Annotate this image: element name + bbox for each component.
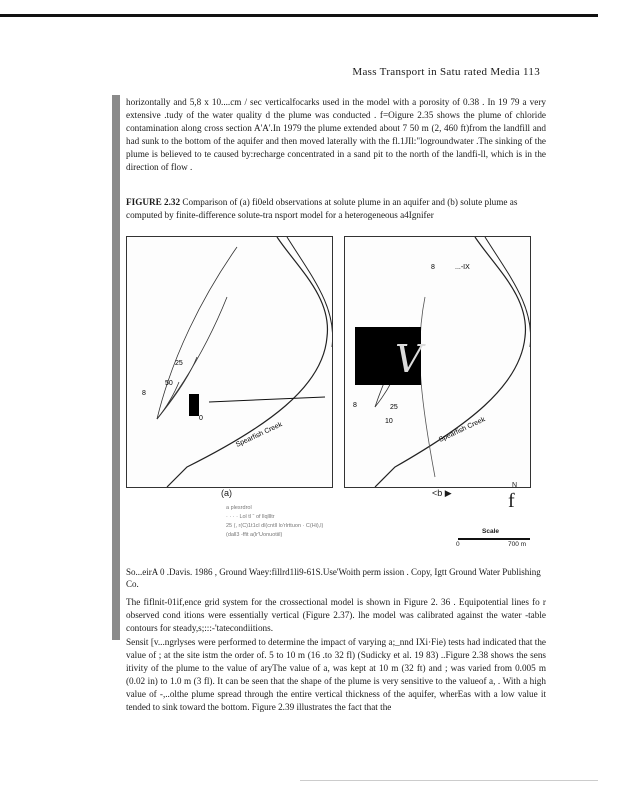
plume-outline-a — [157, 247, 237, 419]
cross-section-line — [209, 397, 325, 402]
margin-bar — [112, 95, 120, 640]
scale-title: Scale — [482, 528, 499, 535]
source-marker-b: 8 — [353, 402, 357, 409]
creek-label-a: Spearfish Creek — [234, 421, 284, 449]
legend-line-4: (dall3 -ffit a(lr'Uonuotiil) — [226, 532, 283, 538]
zero-mark: 0 — [199, 415, 203, 422]
scale-line — [458, 538, 530, 540]
bottom-rule — [300, 780, 598, 781]
top-rule — [0, 14, 598, 17]
scale-end: 700 m — [508, 541, 527, 548]
panel-a-label: (a) — [221, 488, 232, 498]
body-paragraph-1: horizontally and 5,8 x 10....cm / sec verticalfocarks used in the model with a porosity of 0.38 . In 19 79 a very extensive .tudy of the water quality d the plume was conducted . f=Oigure 2.35 shows the plume of chloride contamination along cross section A'A'.In 1979 the plume extended about 7 50 m (2, 460 ft)from the landfill and had sunk to the bottom of the aquifer and then moved laterally with the fl.1JIl:"logroundwater .The sinking of the plume is believed to te caused by:recharge concentrated in a sand pit to the north of the landfi-ll, which is in the direction of flow . — [126, 97, 546, 172]
marker-8-top: 8 — [431, 264, 435, 271]
figure-2-32 — [126, 236, 534, 546]
contour-label-50a: 50 — [165, 380, 173, 387]
figure-label: FIGURE 2.32 — [126, 197, 181, 207]
north-arrow-glyph: f — [508, 490, 515, 512]
panel-a-svg — [127, 237, 332, 487]
plume-contour-a3 — [157, 382, 179, 419]
contour-label-25a: 25 — [175, 360, 183, 367]
panel-b-map — [344, 236, 531, 488]
body-paragraph-3: Sensit [v...ngrlyses were performed to determine the impact of varying a;_nnd IXi·Fie) tests had indicated that the value of ; at the site istm the order of. 5 to 10 m (16 .to 32 fl) (Sudicky et al. 19 83) ..Figure 2.38 shows the sens itivity of the plume to the value of aryThe value of a, was kept at 10 m (32 ft) and ; was varied from 0.005 m (0.02 in) to 1.0 m (3 fl). It can be seen that the shape of the plume is very sensitive to the valueof a, . With a high value of -,..olthe plume spread through the entire vertical thickness of the aquifer, wherEas with a low value it tended to sink toward the bottom. Figure 2.39 illustrates the fact that the — [126, 637, 546, 712]
source-block-a — [189, 394, 199, 416]
creek-bank-a — [167, 237, 327, 487]
source-marker-a: 8 — [142, 390, 146, 397]
panel-b-label: <b ▶ — [432, 488, 452, 498]
scale-bar — [456, 530, 536, 550]
legend-line-1: a plesrdrol — [226, 505, 252, 511]
panel-b-svg — [345, 237, 530, 487]
creek-bank-b2 — [485, 237, 530, 347]
body-paragraph-2: The fiflnit-01if,ence grid system for the crossectional model is shown in Figure 2. 36 . Equipotential lines fo r observed cond itions were essentially vertical (Figure 2.37). lhe model was calibrated against the water -table contours for steady,s;:::-'tatecondiitions. — [126, 597, 546, 633]
creek-label-b: Spearfish Creek — [437, 416, 487, 444]
legend-line-3: 25 (, r(C)1t1cl dl(cntll lo'rlrttuon · C(Hi),l) — [226, 523, 324, 529]
glyph-v: V — [395, 337, 423, 381]
north-label: N — [512, 482, 518, 489]
figure-caption-text: Comparison of (a) fi0eld observations at solute plume in an aquifer and (b) solute plume as computed by finite-difference solute-tra nsport model for a heterogeneous a4Ignifer — [126, 197, 518, 220]
creek-bank-a2 — [287, 237, 332, 347]
contour-label-25b: 25 — [390, 404, 398, 411]
legend-line-2: · · · · Lol tl ˘ of llqllltr — [226, 514, 275, 520]
running-head: Mass Transport in Satu rated Media 113 — [352, 66, 540, 78]
figure-source: So...eirA 0 .Davis. 1986 , Ground Waey:fillrd1li9-61S.Use'Woith perm ission . Copy, Igtt Ground Water Publishing Co. — [126, 567, 541, 589]
flow-line-b — [420, 297, 435, 477]
figure-caption — [126, 196, 546, 222]
figure-legend — [226, 504, 426, 540]
contour-label-10b: 10 — [385, 418, 393, 425]
marker-ix: ...-IX — [455, 264, 470, 271]
scale-start: 0 — [456, 541, 460, 548]
panel-a-map — [126, 236, 333, 488]
